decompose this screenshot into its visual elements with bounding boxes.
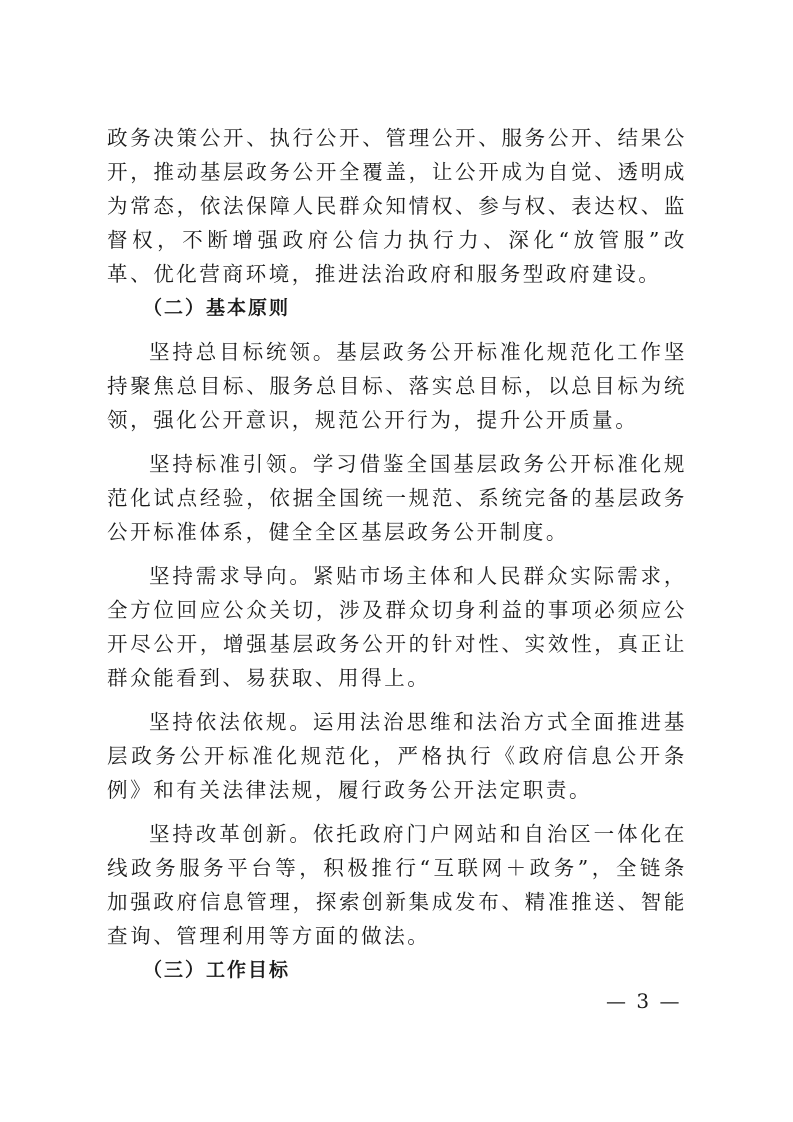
paragraph-intro: 政务决策公开、执行公开、管理公开、服务公开、结果公开，推动基层政务公开全覆盖，让公开成为自觉、透明成为常态，依法保障人民群众知情权、参与权、表达权、监督权，不断增强政府公信力执行力、深化“放管服”改革、优化营商环境，推进法治政府和服务型政府建设。 (107, 126, 687, 286)
paragraph-principle-demand: 坚持需求导向。紧贴市场主体和人民群众实际需求，全方位回应公众关切，涉及群众切身利益的事项必须应公开尽公开，增强基层政务公开的针对性、实效性，真正让群众能看到、易获取、用得上。 (107, 564, 687, 690)
section-heading-basic-principles: （二）基本原则 (143, 297, 291, 319)
document-body (107, 121, 687, 987)
paragraph-principle-reform: 坚持改革创新。依托政府门户网站和自治区一体化在线政务服务平台等，积极推行“互联网＋政务”，全链条加强政府信息管理，探索创新集成发布、精准推送、智能查询、管理利用等方面的做法。 (107, 822, 687, 948)
paragraph-principle-law: 坚持依法依规。运用法治思维和法治方式全面推进基层政务公开标准化规范化，严格执行《政府信息公开条例》和有关法律法规，履行政务公开法定职责。 (107, 710, 687, 802)
section-heading-work-goals: （三）工作目标 (143, 959, 291, 981)
paragraph-principle-standard: 坚持标准引领。学习借鉴全国基层政务公开标准化规范化试点经验，依据全国统一规范、系统完备的基层政务公开标准体系，健全全区基层政务公开制度。 (107, 452, 687, 544)
page-number: — 3 — (606, 989, 682, 1013)
paragraph-principle-goal: 坚持总目标统领。基层政务公开标准化规范化工作坚持聚焦总目标、服务总目标、落实总目标，以总目标为统领，强化公开意识，规范公开行为，提升公开质量。 (107, 340, 687, 432)
